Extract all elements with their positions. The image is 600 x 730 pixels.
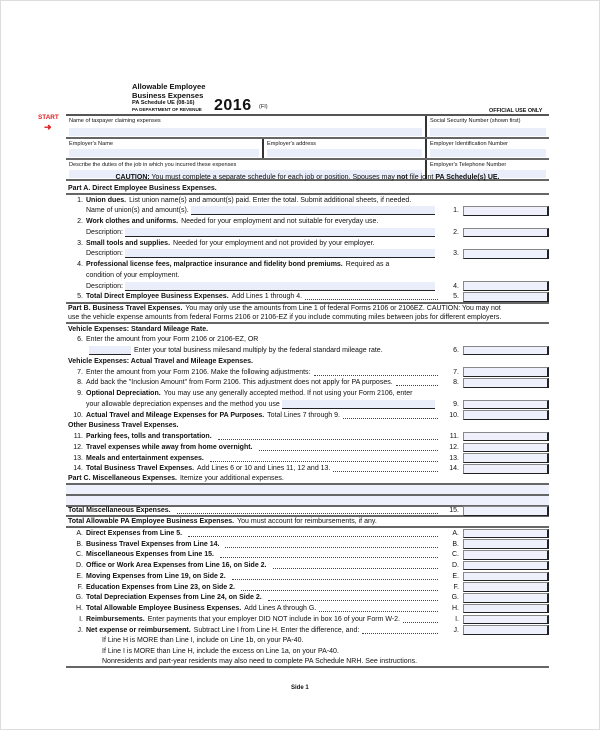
line-number: 11. — [73, 433, 83, 441]
line-title: Union dues. — [86, 196, 127, 204]
line-text: Subtract Line I from Line H. Enter the difference, and: — [193, 626, 360, 634]
line-number: J. — [77, 626, 83, 634]
line-title: Total Miscellaneous Expenses. — [68, 507, 171, 515]
line-text: use the vehicle expense amounts from federal Forms 2106 or 2106-EZ if you include commuting miles between jobs for different employers. — [68, 313, 502, 321]
dot-leader — [188, 530, 438, 537]
form-line — [66, 335, 549, 346]
dot-leader — [220, 551, 438, 558]
line-title: Part B. Business Travel Expenses. — [68, 305, 183, 313]
amount-input[interactable] — [463, 529, 549, 539]
line-text: Add Lines 1 through 4. — [231, 293, 303, 301]
line-title: Parking fees, tolls and transportation. — [86, 433, 212, 441]
line-text: Name of union(s) and amount(s). — [86, 207, 189, 215]
form-line — [66, 528, 549, 539]
form-line — [66, 184, 549, 195]
amount-input[interactable] — [463, 432, 549, 442]
form-line — [66, 507, 549, 518]
dot-leader — [362, 627, 438, 634]
form-line — [66, 442, 549, 453]
dot-leader — [225, 541, 438, 548]
line-title: Reimbursements. — [86, 615, 145, 623]
form-line — [66, 603, 549, 614]
title-line: Business Expenses — [132, 91, 204, 100]
amount-input[interactable] — [463, 464, 549, 474]
dot-leader — [268, 594, 438, 601]
tax-year: 2016 — [214, 97, 252, 114]
amount-input[interactable] — [463, 206, 549, 216]
line-text: Itemize your additional expenses. — [179, 475, 284, 483]
line-number: 5. — [77, 293, 83, 301]
line-label: 9. — [453, 400, 459, 408]
amount-input[interactable] — [463, 410, 549, 420]
line-label: C. — [452, 551, 459, 559]
line-number: 9. — [77, 390, 83, 398]
ein-field[interactable] — [427, 139, 549, 158]
line-number: 7. — [77, 368, 83, 376]
line-label: 8. — [453, 379, 459, 387]
caution-note — [66, 174, 549, 181]
line-number: 12. — [73, 443, 83, 451]
line-label: B. — [452, 540, 459, 548]
form-line — [66, 646, 549, 657]
line-number: 3. — [77, 239, 83, 247]
form-line — [66, 496, 549, 507]
line-label: E. — [452, 572, 459, 580]
form-line — [66, 593, 549, 604]
form-line — [66, 270, 549, 281]
line-label: 2. — [453, 228, 459, 236]
line-number: 10. — [73, 411, 83, 419]
field-label: Employer's Name — [69, 141, 113, 147]
form-line — [66, 453, 549, 464]
arrow-right-icon: ➜ — [44, 122, 52, 132]
line-label: 13. — [449, 454, 459, 462]
line-label: A. — [452, 529, 459, 537]
line-label: J. — [453, 626, 459, 634]
line-label: F. — [453, 583, 459, 591]
line-label: 15. — [449, 507, 459, 515]
line-number: 4. — [77, 261, 83, 269]
line-title: Net expense or reimbursement. — [86, 626, 191, 634]
line-number: 6. — [77, 336, 83, 344]
amount-input[interactable] — [463, 506, 549, 516]
line-title: Vehicle Expenses: Standard Mileage Rate. — [68, 325, 209, 333]
line-input[interactable] — [125, 249, 435, 258]
form-line — [66, 259, 549, 270]
employer-address-field[interactable] — [264, 139, 427, 158]
line-label: 1. — [453, 207, 459, 215]
line-label: 3. — [453, 250, 459, 258]
dot-leader — [241, 584, 438, 591]
amount-input[interactable] — [463, 615, 549, 625]
line-number: A. — [76, 529, 83, 537]
amount-input[interactable] — [463, 582, 549, 592]
form-line — [66, 206, 549, 217]
field-label: Describe the duties of the job in which you incurred these expenses — [69, 162, 237, 168]
form-line — [66, 388, 549, 399]
form-line — [66, 582, 549, 593]
line-number: H. — [76, 605, 83, 613]
line-title: Work clothes and uniforms. — [86, 218, 179, 226]
line-title: Education Expenses from Line 23, on Side 2. — [86, 583, 235, 591]
line-number: 8. — [77, 379, 83, 387]
official-use-label: OFFICIAL USE ONLY — [489, 108, 543, 114]
line-title: Meals and entertainment expenses. — [86, 454, 204, 462]
form-line — [66, 410, 549, 421]
form-line — [66, 378, 549, 389]
line-title: Business Travel Expenses from Line 14. — [86, 540, 220, 548]
line-label: H. — [452, 605, 459, 613]
line-label: G. — [451, 594, 459, 602]
caution-bold: not — [396, 174, 408, 181]
line-label: 6. — [453, 347, 459, 355]
dot-leader — [403, 616, 438, 623]
line-title: Vehicle Expenses: Actual Travel and Mileage Expenses. — [68, 357, 253, 365]
title-line: Allowable Employee — [132, 82, 206, 91]
line-text: If Line H is MORE than Line I, include on Line 1b, on your PA-40. — [102, 637, 304, 645]
field-label: Employer Identification Number — [430, 141, 509, 147]
line-title: Other Business Travel Expenses. — [68, 422, 179, 430]
line-text: Nonresidents and part-year residents may also need to complete PA Schedule NRH. See instructions. — [102, 657, 418, 665]
amount-input[interactable] — [463, 453, 549, 463]
form-line — [66, 324, 549, 335]
form-line — [66, 625, 549, 636]
form-line — [66, 249, 549, 260]
form-line — [66, 431, 549, 442]
line-title: Part C. Miscellaneous Expenses. — [68, 475, 177, 483]
amount-input[interactable] — [463, 443, 549, 453]
department: PA DEPARTMENT OF REVENUE — [132, 107, 202, 112]
amount-input[interactable] — [463, 593, 549, 603]
form-line — [66, 464, 549, 475]
line-title: Total Direct Employee Business Expenses. — [86, 293, 229, 301]
form-line — [66, 560, 549, 571]
line-text: your allowable depreciation expenses and the method you use — [86, 400, 280, 408]
line-title: Travel expenses while away from home overnight. — [86, 443, 253, 451]
form-line — [66, 399, 549, 410]
line-text: If Line I is MORE than Line H, include the excess on Line 1a, on your PA-40. — [102, 648, 339, 656]
caution-bold: PA Schedule(s) UE. — [435, 174, 500, 181]
dot-leader — [314, 369, 439, 376]
amount-input[interactable] — [463, 346, 549, 356]
line-text: Description: — [86, 282, 123, 290]
line-title: Small tools and supplies. — [86, 239, 171, 247]
line-text: You may only use the amounts from Line 1 of federal Forms 2106 or 2106EZ. CAUTION: You may not — [185, 305, 501, 313]
dot-leader — [343, 412, 438, 419]
line-text: Add back the "Inclusion Amount" from Form 2106. This adjustment does not apply for PA purposes. — [86, 379, 393, 387]
line-input[interactable] — [125, 228, 435, 237]
line-title: Total Business Travel Expenses. — [86, 465, 195, 473]
page-side-label: Side 1 — [291, 685, 309, 691]
form-line — [66, 195, 549, 206]
line-title: Total Allowable Employee Business Expenses. — [86, 605, 242, 613]
amount-input[interactable] — [463, 539, 549, 549]
amount-input[interactable] — [463, 604, 549, 614]
line-number: 1. — [77, 196, 83, 204]
amount-input[interactable] — [463, 292, 549, 302]
line-input[interactable] — [191, 206, 435, 215]
line-title: Moving Expenses from Line 19, on Side 2. — [86, 572, 226, 580]
dot-leader — [259, 444, 438, 451]
caution-bold: CAUTION: — [115, 174, 150, 181]
line-title: Part A. Direct Employee Business Expenses. — [68, 184, 217, 192]
field-label: Social Security Number (shown first) — [430, 118, 521, 124]
line-text: Enter your total business miles — [134, 347, 230, 355]
line-text: Total Lines 7 through 9. — [267, 411, 340, 419]
miles-input[interactable] — [89, 346, 131, 355]
form-line — [66, 614, 549, 625]
line-text: Enter the amount from your Form 2106. Make the following adjustments: — [86, 368, 311, 376]
form-line — [66, 539, 549, 550]
dot-leader — [210, 455, 438, 462]
form-line — [66, 657, 549, 668]
form-lines — [66, 184, 549, 668]
ssn-field[interactable] — [427, 116, 549, 137]
dot-leader — [319, 605, 438, 612]
line-label: 7. — [453, 368, 459, 376]
line-label: I. — [455, 615, 459, 623]
dot-leader — [273, 562, 439, 569]
form-title — [132, 82, 205, 100]
form-line — [66, 636, 549, 647]
amount-input[interactable] — [463, 400, 549, 410]
line-number: 14. — [73, 465, 83, 473]
amount-input[interactable] — [463, 378, 549, 388]
line-title: Total Depreciation Expenses from Line 24, on Side 2. — [86, 594, 262, 602]
form-line — [66, 421, 549, 432]
line-title: Actual Travel and Mileage Expenses for PA Purposes. — [86, 411, 265, 419]
form-line — [66, 302, 549, 313]
form-line — [66, 292, 549, 303]
line-label: D. — [452, 562, 459, 570]
field-label: Name of taxpayer claiming expenses — [69, 118, 161, 124]
amount-input[interactable] — [463, 249, 549, 259]
line-text: You must account for reimbursements, if any. — [237, 518, 377, 526]
dot-leader — [232, 573, 438, 580]
line-number: I. — [79, 615, 83, 623]
line-text: Required as a — [345, 261, 390, 269]
line-number: 2. — [77, 218, 83, 226]
line-text: Add Lines 6 or 10 and Lines 11, 12 and 13. — [197, 465, 331, 473]
dot-leader — [333, 465, 438, 472]
caution-text: You must complete a separate schedule for each job or position. Spouses may — [149, 174, 397, 181]
dot-leader — [396, 379, 438, 386]
schedule-id: PA Schedule UE (08-16) — [132, 100, 195, 106]
taxpayer-name-field[interactable] — [66, 116, 427, 137]
form-line — [66, 517, 549, 528]
form-line — [66, 571, 549, 582]
form-line — [66, 474, 549, 485]
amount-input[interactable] — [463, 550, 549, 560]
line-label: 14. — [449, 465, 459, 473]
line-text: Description: — [86, 228, 123, 236]
line-label: 10. — [449, 411, 459, 419]
line-number: C. — [76, 551, 83, 559]
form-line — [66, 227, 549, 238]
line-number: F. — [77, 583, 83, 591]
line-text: and multiply by the federal standard mileage rate. — [229, 347, 383, 355]
line-title: Office or Work Area Expenses from Line 16, on Side 2. — [86, 562, 267, 570]
form-line — [66, 281, 549, 292]
amount-input[interactable] — [463, 281, 549, 291]
form-line — [66, 356, 549, 367]
line-number: B. — [76, 540, 83, 548]
form-line — [66, 345, 549, 356]
line-title: Optional Depreciation. — [86, 390, 161, 398]
caution-text: file joint — [407, 174, 436, 181]
dot-leader — [305, 293, 438, 300]
line-input[interactable] — [125, 282, 435, 291]
line-text: List union name(s) and amount(s) paid. Enter the total. Submit additional sheets, if needed. — [129, 196, 412, 204]
line-label: 5. — [453, 293, 459, 301]
line-text: Add Lines A through G. — [244, 605, 317, 613]
line-number: 13. — [73, 454, 83, 462]
line-input[interactable] — [282, 400, 435, 409]
line-text: Description: — [86, 250, 123, 258]
taxpayer-info-table — [66, 114, 549, 181]
amount-input[interactable] — [463, 561, 549, 571]
form-line — [66, 238, 549, 249]
employer-name-field[interactable] — [66, 139, 264, 158]
amount-input[interactable] — [463, 625, 549, 635]
start-label: START — [38, 114, 59, 121]
form-line — [66, 313, 549, 324]
form-line — [66, 550, 549, 561]
amount-input[interactable] — [463, 572, 549, 582]
line-text: Needed for your employment and not provided by your employer. — [173, 239, 375, 247]
form-line — [66, 367, 549, 378]
dot-leader — [218, 433, 438, 440]
line-text: Needed for your employment and not suitable for everyday use. — [181, 218, 379, 226]
amount-input[interactable] — [463, 228, 549, 238]
line-number: D. — [76, 562, 83, 570]
amount-input[interactable] — [463, 367, 549, 377]
line-title: Professional license fees, malpractice insurance and fidelity bond premiums. — [86, 261, 343, 269]
line-title: Miscellaneous Expenses from Line 15. — [86, 551, 214, 559]
line-text: condition of your employment. — [86, 271, 180, 279]
year-suffix: (FI) — [259, 104, 268, 110]
field-label: Employer's address — [267, 141, 316, 147]
line-title: Direct Expenses from Line 5. — [86, 529, 183, 537]
form-line — [66, 216, 549, 227]
dot-leader — [177, 507, 438, 514]
line-number: G. — [75, 594, 83, 602]
line-label: 4. — [453, 282, 459, 290]
line-number: E. — [76, 572, 83, 580]
field-label: Employer's Telephone Number — [430, 162, 507, 168]
line-text: Enter the amount from your Form 2106 or 2106-EZ, OR — [86, 336, 259, 344]
line-text: Enter payments that your employer DID NOT include in box 16 of your Form W-2. — [147, 615, 400, 623]
line-text: You may use any generally accepted method. If not using your Form 2106, enter — [163, 390, 413, 398]
form-line — [66, 485, 549, 496]
line-title: Total Allowable PA Employee Business Expenses. — [68, 518, 235, 526]
line-label: 12. — [449, 443, 459, 451]
line-label: 11. — [449, 433, 459, 441]
